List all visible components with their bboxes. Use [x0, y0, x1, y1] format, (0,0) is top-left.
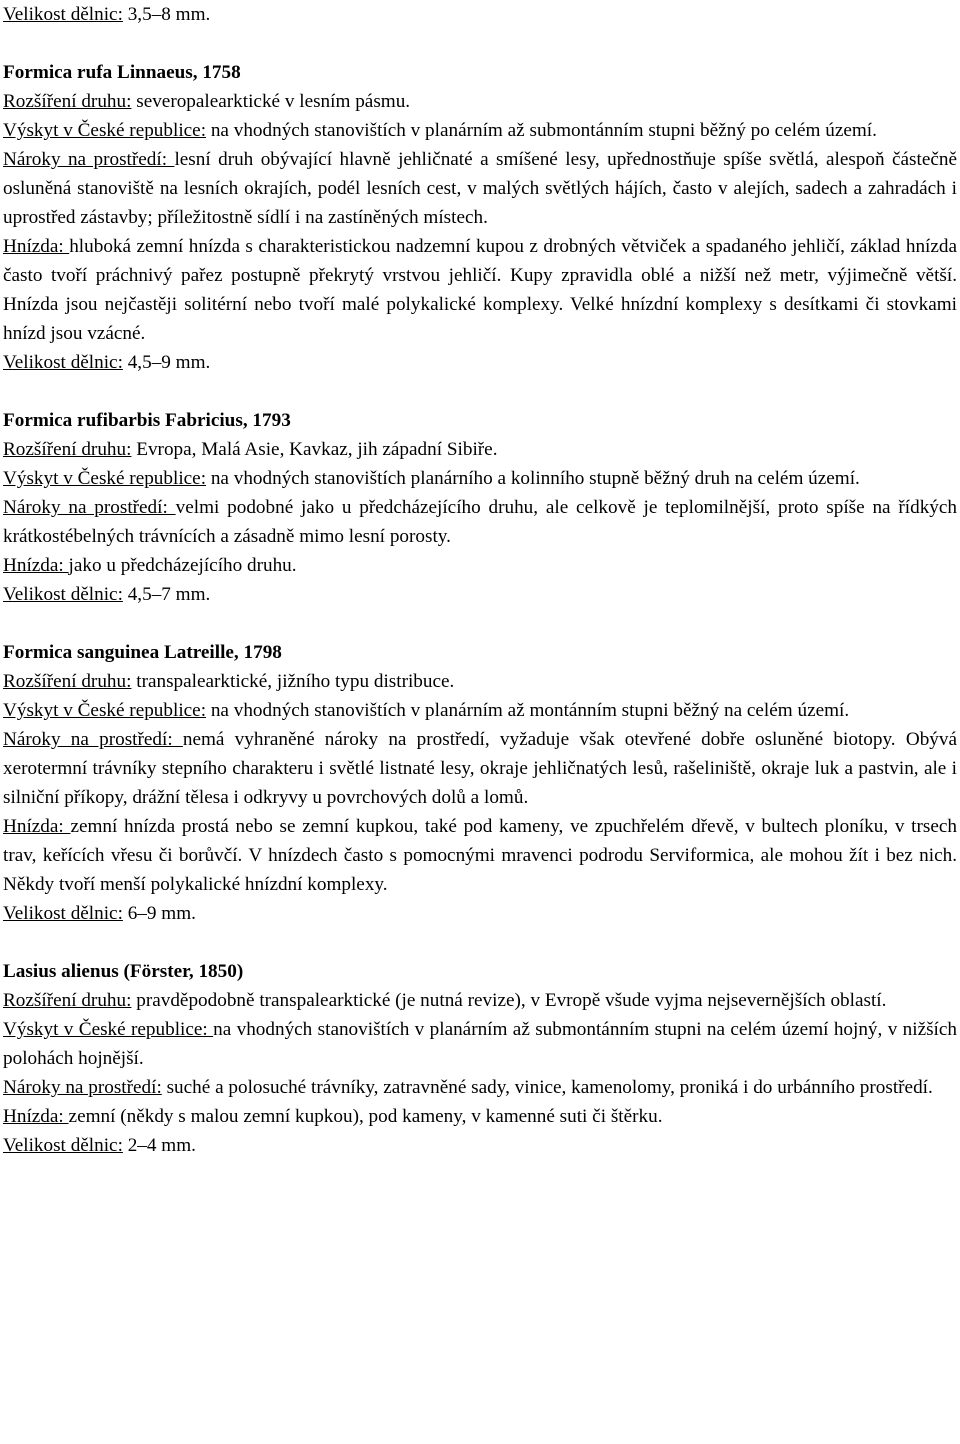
habitat-line — [3, 145, 957, 232]
distribution-line — [3, 986, 957, 1015]
occurrence-text: na vhodných stanovištích v planárním až submontánním stupni na celém území hojný, v nižších polohách hojnější. — [3, 1019, 958, 1069]
habitat-label: Nároky na prostředí: — [3, 729, 183, 750]
occurrence-line — [3, 1015, 957, 1073]
worker-size-label: Velikost dělnic: — [3, 903, 123, 924]
worker-size-line — [3, 1131, 957, 1160]
occurrence-line — [3, 696, 957, 725]
nests-text: jako u předcházejícího druhu. — [68, 555, 297, 576]
species-title: Lasius alienus (Förster, 1850) — [3, 961, 244, 982]
habitat-label: Nároky na prostředí: — [3, 149, 175, 170]
worker-size-text: 4,5–9 mm. — [122, 352, 211, 373]
distribution-text: severopalearktické v lesním pásmu. — [131, 91, 411, 112]
nests-label: Hnízda: — [3, 555, 69, 576]
worker-size-label: Velikost dělnic: — [3, 1135, 123, 1156]
species-title: Formica rufa Linnaeus, 1758 — [3, 62, 241, 83]
worker-size-line — [3, 348, 957, 377]
nests-line — [3, 551, 957, 580]
nests-text: zemní (někdy s malou zemní kupkou), pod kameny, v kamenné suti či štěrku. — [68, 1106, 663, 1127]
worker-size-text: 4,5–7 mm. — [122, 584, 211, 605]
intro-size-line — [3, 0, 957, 29]
distribution-line — [3, 435, 957, 464]
worker-size-label: Velikost dělnic: — [3, 584, 123, 605]
distribution-text: pravděpodobně transpalearktické (je nutná revize), v Evropě všude vyjma nejsevernějších oblastí. — [131, 990, 887, 1011]
habitat-label: Nároky na prostředí: — [3, 1077, 162, 1098]
nests-line — [3, 232, 957, 348]
distribution-line — [3, 667, 957, 696]
habitat-line — [3, 493, 957, 551]
occurrence-label: Výskyt v České republice: — [3, 1019, 214, 1040]
worker-size-line — [3, 580, 957, 609]
worker-size-text: 6–9 mm. — [122, 903, 196, 924]
nests-label: Hnízda: — [3, 236, 70, 257]
distribution-text: transpalearktické, jižního typu distribuce. — [131, 671, 455, 692]
size-value: 3,5–8 mm. — [122, 4, 211, 25]
habitat-label: Nároky na prostředí: — [3, 497, 176, 518]
worker-size-line — [3, 899, 957, 928]
habitat-line — [3, 725, 957, 812]
habitat-text: suché a polosuché trávníky, zatravněné sady, vinice, kamenolomy, proniká i do urbánního prostředí. — [161, 1077, 933, 1098]
occurrence-label: Výskyt v České republice: — [3, 468, 207, 489]
habitat-text: velmi podobné jako u předcházejícího druhu, ale celkově je teplomilnější, proto spíše na řídkých krátkostébelných trávnících a zásadně mimo lesní porosty. — [3, 497, 957, 547]
habitat-text: lesní druh obývající hlavně jehličnaté a smíšené lesy, upřednostňuje spíše světlá, alespoň částečně osluněná stanoviště na lesních okrajích, podél lesních cest, v malých světlých hájích, často v alejích, sadech a zahradách i uprostřed zástavby; příležitostně sídlí i na zastíněných místech. — [3, 149, 957, 228]
distribution-label: Rozšíření druhu: — [3, 671, 132, 692]
occurrence-text: na vhodných stanovištích v planárním až submontánním stupni běžný po celém území. — [206, 120, 877, 141]
occurrence-text: na vhodných stanovištích v planárním až montánním stupni běžný na celém území. — [206, 700, 850, 721]
distribution-label: Rozšíření druhu: — [3, 990, 132, 1011]
distribution-text: Evropa, Malá Asie, Kavkaz, jih západní Sibiře. — [131, 439, 498, 460]
occurrence-line — [3, 116, 957, 145]
nests-line — [3, 1102, 957, 1131]
size-label: Velikost dělnic: — [3, 4, 123, 25]
nests-text: hluboká zemní hnízda s charakteristickou nadzemní kupou z drobných větviček a spadaného jehličí, základ hnízda často tvoří práchnivý pařez postupně překrytý vrstvou jehličí. Kupy zpravidla oblé a nižší než metr, výjimečně větší. Hnízda jsou nejčastěji solitérní nebo tvoří malé polykalické komplexy. Velké hnízdní komplexy s desítkami či stovkami hnízd jsou vzácné. — [3, 236, 957, 344]
nests-label: Hnízda: — [3, 1106, 69, 1127]
habitat-text: nemá vyhraněné nároky na prostředí, vyžaduje však otevřené dobře osluněné biotopy. Obývá xerotermní trávníky stepního charakteru i světlé listnaté lesy, okraje jehličnatých lesů, rašeliniště, okraje luk a pastvin, ale i silniční příkopy, drážní tělesa i odkryvy u povrchových dolů a lomů. — [3, 729, 957, 808]
worker-size-text: 2–4 mm. — [122, 1135, 196, 1156]
species-title: Formica sanguinea Latreille, 1798 — [3, 642, 282, 663]
nests-text: zemní hnízda prostá nebo se zemní kupkou, také pod kameny, ve zpuchřelém dřevě, v bultech ploníku, v trsech trav, keřících vřesu či borůvčí. V hnízdech často s pomocnými mravenci podrodu Serviformica, ale mohou žít i bez nich. Někdy tvoří menší polykalické hnízdní komplexy. — [3, 816, 957, 895]
occurrence-line — [3, 464, 957, 493]
occurrence-label: Výskyt v České republice: — [3, 700, 207, 721]
species-title: Formica rufibarbis Fabricius, 1793 — [3, 410, 291, 431]
worker-size-label: Velikost dělnic: — [3, 352, 123, 373]
occurrence-text: na vhodných stanovištích planárního a kolinního stupně běžný druh na celém území. — [206, 468, 860, 489]
habitat-line — [3, 1073, 957, 1102]
nests-label: Hnízda: — [3, 816, 71, 837]
distribution-label: Rozšíření druhu: — [3, 439, 132, 460]
occurrence-label: Výskyt v České republice: — [3, 120, 207, 141]
distribution-label: Rozšíření druhu: — [3, 91, 132, 112]
nests-line — [3, 812, 957, 899]
distribution-line — [3, 87, 957, 116]
